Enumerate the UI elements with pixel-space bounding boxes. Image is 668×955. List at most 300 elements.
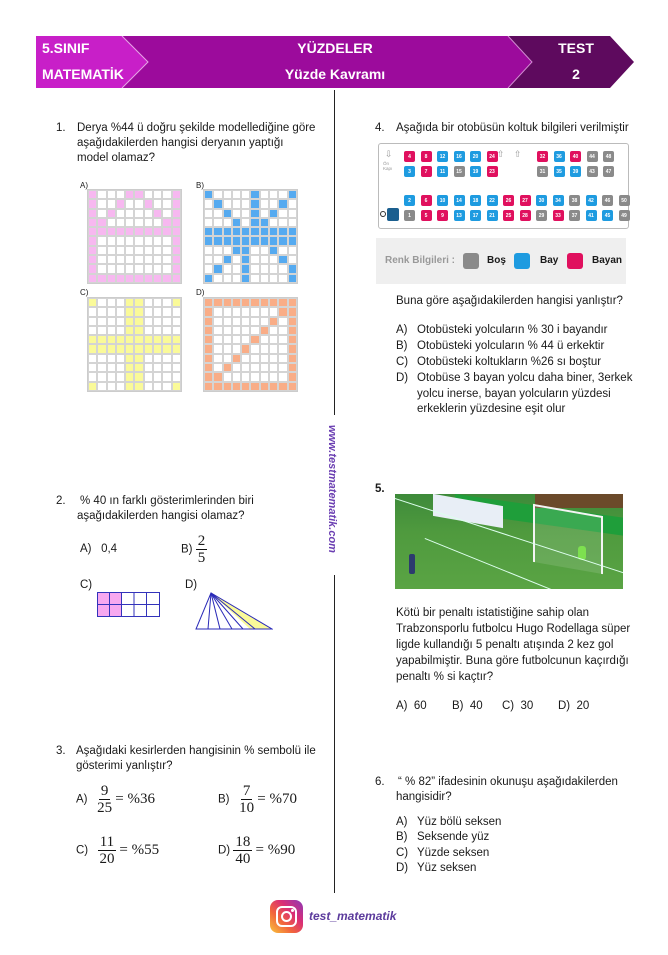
grid-cell [204,246,213,255]
legend-label-female: Bayan [592,255,623,266]
grid-cell [232,344,241,353]
grid-cell [269,363,278,372]
grid-cell [250,264,259,273]
grid-cell [172,326,181,335]
q2-text-line2: aşağıdakilerden hangisi olamaz? [77,510,245,522]
grid-cell [153,382,162,391]
grid-cell [134,227,143,236]
q6-option-d[interactable] [396,861,476,877]
grid-cell [213,209,222,218]
grid-cell [153,307,162,316]
grid-cell [213,326,222,335]
bus-seat-map [378,143,629,229]
grid-cell [288,218,297,227]
seat-2[interactable]: 2 [404,195,415,206]
grid-cell [116,218,125,227]
grid-cell [125,335,134,344]
q4-option-b[interactable] [396,339,604,355]
grid-cell [88,199,97,208]
seat-23[interactable]: 23 [487,166,498,177]
grid-cell [260,199,269,208]
q1-option-c-label: C) [80,288,89,297]
grid-cell [269,255,278,264]
seat-9[interactable]: 9 [437,210,448,221]
grid-cell [213,344,222,353]
grid-cell [88,382,97,391]
seat-11[interactable]: 11 [437,166,448,177]
grid-cell [125,255,134,264]
grade-label: 5.SINIF [42,40,90,56]
grid-cell [97,246,106,255]
q5-option-b-value: 40 [469,700,483,712]
grid-cell [88,190,97,199]
grid-cell [204,363,213,372]
grid-cell [97,190,106,199]
grid-cell [288,326,297,335]
grid-cell [107,227,116,236]
grid-cell [144,326,153,335]
q2-option-b[interactable] [181,533,207,566]
grid-cell [278,344,287,353]
grid-cell [204,326,213,335]
grid-cell [107,246,116,255]
seat-42[interactable]: 42 [586,195,597,206]
grid-cell [153,255,162,264]
grid-cell [116,227,125,236]
grid-cell [144,307,153,316]
q2-option-a[interactable] [80,542,117,558]
grid-cell [260,317,269,326]
seat-7[interactable]: 7 [421,166,432,177]
q6-option-a-label: A) [396,816,408,828]
seat-26[interactable]: 26 [503,195,514,206]
grid-cell [125,307,134,316]
grid-cell [260,236,269,245]
grid-cell [204,274,213,283]
grid-cell [153,335,162,344]
grid-cell [269,199,278,208]
q2-option-c-rect-model[interactable] [97,592,161,618]
grid-cell [162,274,171,283]
q3-option-b[interactable] [218,783,297,816]
seat-40[interactable]: 40 [570,151,581,162]
q6-option-c[interactable] [396,846,489,862]
grid-cell [97,218,106,227]
q6-option-b[interactable] [396,830,489,846]
grid-cell [269,335,278,344]
grid-cell [125,227,134,236]
q5-option-c[interactable] [502,699,533,715]
grid-cell [213,363,222,372]
seat-45[interactable]: 45 [602,210,613,221]
grid-cell [241,227,250,236]
grid-cell [107,335,116,344]
grid-cell [223,264,232,273]
grid-cell [153,209,162,218]
q3-option-a[interactable] [76,783,155,816]
grid-cell [260,246,269,255]
legend-swatch-empty [463,253,479,269]
grid-cell [134,246,143,255]
grid-cell [260,344,269,353]
q3-option-d[interactable] [218,834,295,867]
grid-cell [232,255,241,264]
grid-cell [144,317,153,326]
grid-cell [144,363,153,372]
grid-cell [107,209,116,218]
q1-text-line1: Derya %44 ü doğru şekilde modellediğine göre [77,122,316,134]
seat-27[interactable]: 27 [520,195,531,206]
q4-option-d-label: D) [396,372,409,384]
seat-12[interactable]: 12 [437,151,448,162]
seat-34[interactable]: 34 [553,195,564,206]
seat-13[interactable]: 13 [454,210,465,221]
grid-cell [125,264,134,273]
grid-cell [97,236,106,245]
seat-6[interactable]: 6 [421,195,432,206]
instagram-handle[interactable]: test_matematik [309,909,397,923]
seat-28[interactable]: 28 [520,210,531,221]
grid-cell [144,274,153,283]
q6-option-b-label: B) [396,831,408,843]
page-subtitle: Yüzde Kavramı [284,66,386,82]
grid-cell [269,236,278,245]
seat-20[interactable]: 20 [470,151,481,162]
grid-cell [125,382,134,391]
grid-cell [260,382,269,391]
grid-cell [269,218,278,227]
q5-option-a-value: 60 [413,700,427,712]
grid-cell [260,190,269,199]
grid-cell [97,317,106,326]
q2-option-a-label: A) [80,543,92,555]
q5-text-line1: Kötü bir penaltı istatistiğine sahip olan [396,607,590,619]
grid-cell [223,209,232,218]
grid-cell [153,246,162,255]
grid-cell [213,190,222,199]
grid-cell [278,307,287,316]
q5-option-b[interactable] [452,699,483,715]
grid-cell [88,264,97,273]
grid-cell [223,363,232,372]
grid-cell [213,307,222,316]
grid-cell [288,307,297,316]
grid-cell [260,326,269,335]
grid-cell [288,274,297,283]
q2-option-d-triangle-model[interactable] [195,591,273,631]
grid-cell [88,255,97,264]
grid-cell [107,363,116,372]
grid-cell [153,227,162,236]
seat-31[interactable]: 31 [537,166,548,177]
grid-cell [204,255,213,264]
grid-cell [204,199,213,208]
grid-cell [134,372,143,381]
seat-5[interactable]: 5 [421,210,432,221]
grid-cell [204,307,213,316]
grid-cell [153,363,162,372]
grid-cell [125,190,134,199]
grid-cell [269,264,278,273]
grid-cell [125,209,134,218]
grid-cell [269,274,278,283]
grid-cell [278,209,287,218]
column-divider-bottom [334,575,335,893]
q6-option-a-value: Yüz bölü seksen [417,816,502,828]
seat-4[interactable]: 4 [404,151,415,162]
q3-option-c-result: = %55 [119,841,160,858]
seat-19[interactable]: 19 [470,166,481,177]
grid-cell [153,218,162,227]
grid-cell [172,363,181,372]
seat-29[interactable]: 29 [536,210,547,221]
seat-15[interactable]: 15 [454,166,465,177]
q5-option-d-label: D) [558,700,571,712]
grid-cell [162,236,171,245]
seat-22[interactable]: 22 [487,195,498,206]
grid-cell [125,274,134,283]
seat-30[interactable]: 30 [536,195,547,206]
grid-cell [269,298,278,307]
numerator: 2 [197,533,206,549]
seat-39[interactable]: 39 [570,166,581,177]
grid-cell [213,246,222,255]
q4-option-a[interactable] [396,323,608,339]
grid-cell [162,209,171,218]
q5-option-a-label: A) [396,700,408,712]
grid-cell [213,382,222,391]
grid-cell [232,190,241,199]
grid-cell [241,274,250,283]
seat-3[interactable]: 3 [404,166,415,177]
q5-option-b-label: B) [452,700,464,712]
grid-cell [134,363,143,372]
grid-cell [172,199,181,208]
grid-cell [97,227,106,236]
grid-cell [223,218,232,227]
grid-cell [116,317,125,326]
q5-option-d[interactable] [558,699,589,715]
grid-cell [125,218,134,227]
grid-cell [278,236,287,245]
grid-cell [97,372,106,381]
q3-option-c[interactable] [76,834,159,867]
grid-cell [278,190,287,199]
q4-option-c[interactable] [396,355,601,371]
grid-cell [134,354,143,363]
q2-option-d-label: D) [185,579,198,591]
grid-cell [223,199,232,208]
seat-44[interactable]: 44 [587,151,598,162]
seat-50[interactable]: 50 [619,195,630,206]
seat-21[interactable]: 21 [487,210,498,221]
grid-cell [204,264,213,273]
grid-cell [153,264,162,273]
seat-32[interactable]: 32 [537,151,548,162]
seat-46[interactable]: 46 [602,195,613,206]
grid-cell [172,227,181,236]
q5-option-a[interactable] [396,699,427,715]
q5-text-line4: yapabilmiştir. Buna göre futbolcunun kaçırdığı [396,655,629,667]
q4-option-c-label: C) [396,356,409,368]
grid-cell [204,218,213,227]
q1-option-a-label: A) [80,181,88,190]
seat-47[interactable]: 47 [603,166,614,177]
grid-cell [134,274,143,283]
website-url: www.testmatematik.com [326,425,338,553]
q1-option-c-grid[interactable] [87,297,182,392]
grid-cell [116,236,125,245]
grid-cell [153,326,162,335]
grid-cell [172,335,181,344]
grid-cell [107,190,116,199]
q3-text-line1: Aşağıdaki kesirlerden hangisinin % sembolü ile [76,745,316,757]
middle-door-arrow-icon: ⇧ [497,149,505,159]
grid-cell [88,326,97,335]
seat-48[interactable]: 48 [603,151,614,162]
q4-option-d[interactable] [396,371,632,418]
grid-cell [97,298,106,307]
grid-cell [116,246,125,255]
grid-cell [125,236,134,245]
q6-text-line1: “ % 82” ifadesinin okunuşu aşağıdakilerden [398,776,618,788]
grid-cell [278,218,287,227]
grid-cell [232,246,241,255]
q4-option-b-text: Otobüsteki yolcuların % 44 ü erkektir [417,340,605,352]
q1-option-a-grid[interactable] [87,189,182,284]
seat-25[interactable]: 25 [503,210,514,221]
grid-cell [134,326,143,335]
q1-option-d-grid[interactable] [203,297,298,392]
grid-cell [269,246,278,255]
seat-36[interactable]: 36 [554,151,565,162]
seat-18[interactable]: 18 [470,195,481,206]
grid-cell [88,335,97,344]
seat-38[interactable]: 38 [569,195,580,206]
grid-cell [223,335,232,344]
grid-cell [250,255,259,264]
grid-cell [288,190,297,199]
goal-frame [533,504,603,574]
grid-cell [260,227,269,236]
seat-16[interactable]: 16 [454,151,465,162]
grid-cell [250,274,259,283]
q3-option-b-result: = %70 [257,790,298,807]
denominator: 5 [197,550,206,566]
grid-cell [88,274,97,283]
steering-wheel-icon [380,211,386,217]
grid-cell [116,326,125,335]
grid-cell [260,298,269,307]
grid-cell [153,236,162,245]
grid-cell [107,236,116,245]
grid-cell [153,274,162,283]
grid-cell [88,298,97,307]
middle-door-arrow-icon-2: ⇧ [514,149,522,159]
seat-43[interactable]: 43 [587,166,598,177]
seat-24[interactable]: 24 [487,151,498,162]
seat-14[interactable]: 14 [454,195,465,206]
seat-17[interactable]: 17 [470,210,481,221]
grid-cell [162,264,171,273]
q3-option-b-label: B) [218,793,230,806]
seat-8[interactable]: 8 [421,151,432,162]
grid-cell [288,382,297,391]
seat-41[interactable]: 41 [586,210,597,221]
q4-option-b-label: B) [396,340,408,352]
q3-option-d-label: D) [218,844,231,857]
grid-cell [107,264,116,273]
q5-option-c-label: C) [502,700,515,712]
seat-49[interactable]: 49 [619,210,630,221]
grid-cell [172,307,181,316]
grid-cell [213,372,222,381]
grid-cell [241,236,250,245]
grid-cell [172,246,181,255]
grid-cell [232,199,241,208]
grid-cell [241,382,250,391]
grid-cell [232,298,241,307]
grid-cell [107,274,116,283]
seat-1[interactable]: 1 [404,210,415,221]
grid-cell [162,190,171,199]
grid-cell [223,317,232,326]
grid-cell [213,199,222,208]
grid-cell [172,298,181,307]
grid-cell [144,236,153,245]
grid-cell [97,264,106,273]
grid-cell [288,227,297,236]
seat-35[interactable]: 35 [554,166,565,177]
grid-cell [232,326,241,335]
grid-cell [250,218,259,227]
grid-cell [172,218,181,227]
grid-cell [232,372,241,381]
grid-cell [269,190,278,199]
grid-cell [223,326,232,335]
grid-cell [172,209,181,218]
grid-cell [250,335,259,344]
grid-cell [288,236,297,245]
q1-option-d-label: D) [196,288,205,297]
q5-text-line5: penaltı % si kaçtır? [396,671,494,683]
q1-option-b-grid[interactable] [203,189,298,284]
front-door-label: Ön Kapı [383,161,393,171]
denominator: 25 [97,800,113,816]
grid-cell [260,209,269,218]
seat-33[interactable]: 33 [553,210,564,221]
q6-option-a[interactable] [396,815,501,831]
seat-10[interactable]: 10 [437,195,448,206]
header-banner [36,36,634,88]
grid-cell [107,344,116,353]
grid-cell [213,298,222,307]
grid-cell [144,246,153,255]
grid-cell [134,209,143,218]
grid-cell [260,354,269,363]
grid-cell [204,236,213,245]
seat-37[interactable]: 37 [569,210,580,221]
q2-number: 2. [56,495,66,507]
instagram-icon[interactable] [270,900,303,933]
grid-cell [125,246,134,255]
grid-cell [107,372,116,381]
page-title: YÜZDELER [297,40,373,56]
grid-cell [107,298,116,307]
legend-swatch-female [567,253,583,269]
grid-cell [97,255,106,264]
grid-cell [288,344,297,353]
